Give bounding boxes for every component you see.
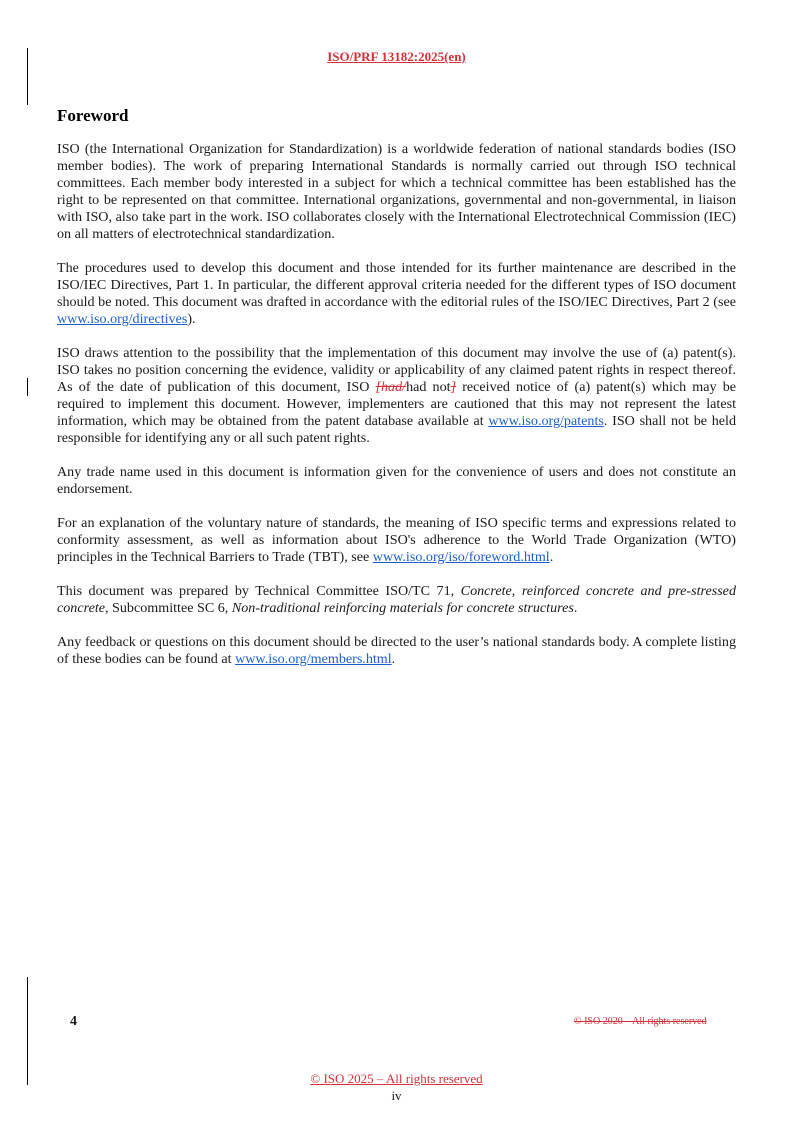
directives-link[interactable]: www.iso.org/directives bbox=[57, 311, 188, 327]
foreword-body bbox=[57, 141, 736, 685]
paragraph bbox=[57, 583, 736, 617]
paragraph-text: had not bbox=[406, 379, 451, 395]
page-number: 4 bbox=[70, 1014, 77, 1029]
paragraph-text: . bbox=[391, 651, 396, 667]
section-title: Foreword bbox=[57, 106, 129, 125]
paragraph bbox=[57, 345, 736, 447]
paragraph-text: . bbox=[549, 549, 554, 565]
paragraph bbox=[57, 464, 736, 498]
change-bar bbox=[27, 378, 28, 396]
paragraph-text: Any trade name used in this document is information given for the convenience of users and does not constitute an endorsement. bbox=[57, 464, 736, 497]
paragraph bbox=[57, 634, 736, 668]
deleted-copyright: © ISO 2020 – All rights reserved bbox=[574, 1016, 707, 1027]
committee-name: Concrete, reinforced concrete and pre-stressed concrete bbox=[57, 583, 736, 616]
paragraph bbox=[57, 515, 736, 566]
foreword-link[interactable]: www.iso.org/iso/foreword.html bbox=[372, 549, 550, 565]
paragraph-text: , Subcommittee SC 6, bbox=[105, 600, 232, 616]
deleted-text: ] bbox=[450, 379, 457, 395]
copyright-footer: © ISO 2025 – All rights reserved bbox=[310, 1071, 483, 1086]
paragraph-text: ). bbox=[187, 311, 196, 327]
paragraph-text: The procedures used to develop this document and those intended for its further maintenance are described in the ISO/IEC Directives, Part 1. In particular, the different approval criteria needed for the different types of ISO document should be noted. This document was drafted in accordance with the editorial rules of the ISO/IEC Directives, Part 2 (see bbox=[57, 260, 736, 310]
paragraph bbox=[57, 141, 736, 243]
paragraph-text: . bbox=[573, 600, 578, 616]
paragraph-text: This document was prepared by Technical Committee ISO/TC 71, bbox=[57, 583, 461, 599]
members-link[interactable]: www.iso.org/members.html bbox=[235, 651, 392, 667]
paragraph-text: Any feedback or questions on this document should be directed to the user’s national standards body. A complete listing of these bodies can be found at bbox=[57, 634, 736, 667]
deleted-text: [had/ bbox=[375, 379, 407, 395]
paragraph-text: . ISO shall not be held responsible for identifying any or all such patent rights. bbox=[57, 413, 736, 446]
paragraph-text: ISO (the International Organization for Standardization) is a worldwide federation of national standards bodies (ISO member bodies). The work of preparing International Standards is normally carried out through ISO technical committees. Each member body interested in a subject for which a technical committee has been established has the right to be represented on that committee. International organizations, governmental and non-governmental, in liaison with ISO, also take part in the work. ISO collaborates closely with the International Electrotechnical Commission (IEC) on all matters of electrotechnical standardization. bbox=[57, 141, 736, 242]
patents-link[interactable]: www.iso.org/patents bbox=[488, 413, 604, 429]
roman-page-number: iv bbox=[391, 1088, 402, 1103]
change-bar bbox=[27, 977, 28, 1085]
paragraph-text: For an explanation of the voluntary nature of standards, the meaning of ISO specific terms and expressions related to conformity assessment, as well as information about ISO's adherence to the World Trade Organization (WTO) principles in the Technical Barriers to Trade (TBT), see bbox=[57, 515, 736, 565]
paragraph-text: received notice of (a) patent(s) which may be required to implement this document. However, implementers are cautioned that this may not represent the latest information, which may be obtained from the patent database available at bbox=[57, 379, 736, 429]
subcommittee-name: Non-traditional reinforcing materials for concrete structures bbox=[231, 600, 574, 616]
document-id-header: ISO/PRF 13182:2025(en) bbox=[327, 49, 466, 64]
paragraph bbox=[57, 260, 736, 328]
paragraph-text: ISO draws attention to the possibility that the implementation of this document may involve the use of (a) patent(s). ISO takes no position concerning the evidence, validity or applicability of any claimed patent rights in respect thereof. As of the date of publication of this document, ISO bbox=[57, 345, 736, 395]
